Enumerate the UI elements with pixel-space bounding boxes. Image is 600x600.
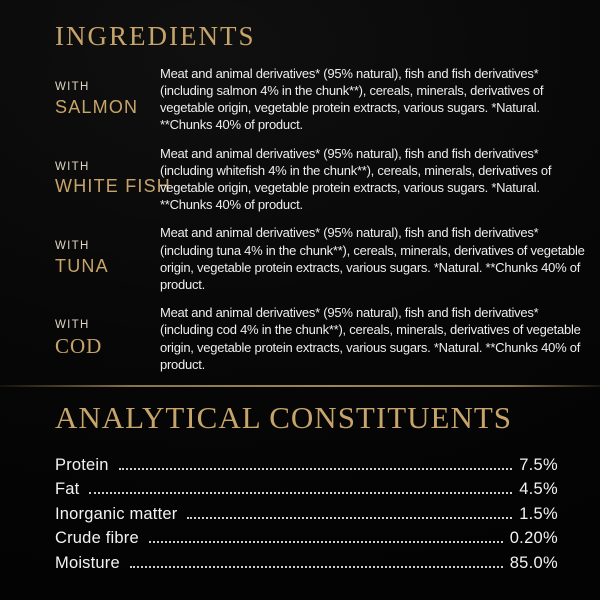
analytical-section [55, 400, 587, 575]
analytical-value: 0.20% [509, 529, 558, 548]
analytical-row [55, 502, 558, 527]
analytical-leader-dots [89, 492, 512, 494]
ingredient-with-label: WITH [55, 318, 90, 331]
ingredient-fish-name: TUNA [55, 256, 109, 277]
analytical-label: Inorganic matter [55, 504, 178, 523]
analytical-leader-dots [130, 566, 503, 568]
analytical-label: Protein [55, 455, 109, 474]
ingredient-with-label: WITH [55, 160, 90, 173]
analytical-rows [55, 453, 558, 576]
ingredient-item [55, 224, 587, 293]
analytical-leader-dots [119, 468, 513, 470]
analytical-value: 7.5% [519, 455, 558, 474]
ingredients-list [55, 65, 587, 373]
ingredient-fish-name: SALMON [55, 96, 139, 117]
ingredient-with-label: WITH [55, 80, 90, 93]
ingredient-item [55, 304, 587, 373]
analytical-row [55, 453, 558, 478]
ingredient-fish-name: WHITE FISH [55, 176, 171, 197]
ingredient-variant-label [55, 81, 160, 117]
ingredients-title: INGREDIENTS [55, 21, 256, 51]
ingredient-variant-label [55, 319, 160, 359]
analytical-row [55, 526, 558, 551]
ingredient-description: Meat and animal derivatives* (95% natural), fish and fish derivatives* (including cod 4% in the chunk**), cereals, minerals, derivatives of vegetable origin, vegetable protein extracts, various sugars. *Natural. **Chunks 40% of product. [160, 305, 581, 372]
ingredient-description: Meat and animal derivatives* (95% natural), fish and fish derivatives* (including tuna 4% in the chunk**), cereals, minerals, derivatives of vegetable origin, vegetable protein extracts, various sugars. *Natural. **Chunks 40% of product. [160, 225, 585, 292]
ingredient-item [55, 145, 587, 214]
ingredient-fish-name: COD [55, 334, 103, 359]
analytical-label: Fat [55, 480, 80, 499]
analytical-label: Moisture [55, 553, 120, 572]
analytical-title: ANALYTICAL CONSTITUENTS [55, 399, 513, 435]
analytical-row [55, 477, 558, 502]
analytical-leader-dots [187, 517, 512, 519]
analytical-row [55, 551, 558, 576]
gold-divider [0, 385, 600, 387]
ingredient-variant-label [55, 240, 160, 276]
ingredient-variant-label [55, 160, 171, 197]
analytical-value: 4.5% [519, 480, 558, 499]
analytical-value: 1.5% [519, 504, 558, 523]
ingredient-with-label: WITH [55, 240, 90, 253]
ingredient-description: Meat and animal derivatives* (95% natural), fish and fish derivatives* (including whitefish 4% in the chunk**), cereals, minerals, derivatives of vegetable origin, vegetable protein extracts, various sugars. *Natural. **Chunks 40% of product. [160, 145, 552, 213]
analytical-leader-dots [149, 541, 503, 543]
ingredient-item [55, 65, 587, 134]
ingredient-description: Meat and animal derivatives* (95% natural), fish and fish derivatives* (including salmon 4% in the chunk**), cereals, minerals, derivatives of vegetable origin, vegetable protein extracts, various sugars. *Natural. **Chunks 40% of product. [160, 65, 544, 133]
analytical-value: 85.0% [509, 553, 558, 572]
ingredients-section [55, 22, 587, 373]
analytical-label: Crude fibre [55, 529, 139, 548]
